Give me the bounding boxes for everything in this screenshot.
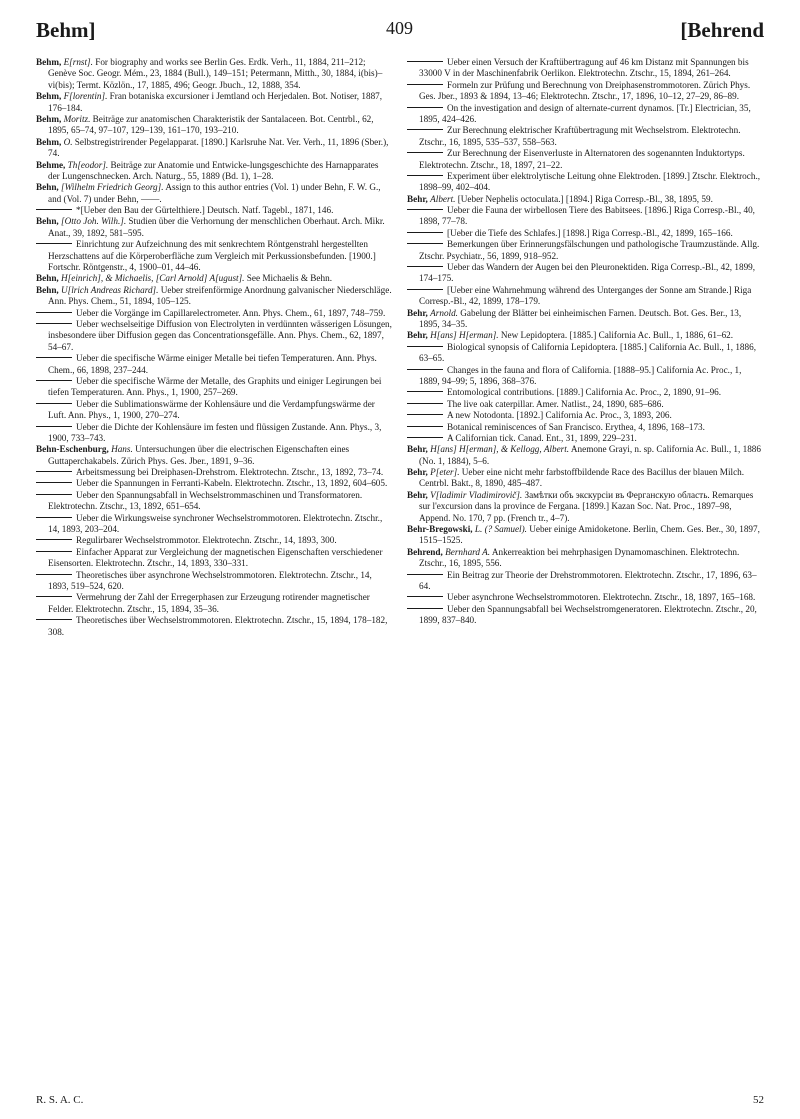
entry-text: Arbeitsmessung bei Dreiphasen-Drehstrom. Elektrotechn. Ztschr., 13, 1892, 73–74. (76, 467, 384, 478)
entry-text: [Ueber die Tiefe des Schlafes.] [1898.] Riga Corresp.-Bl., 42, 1899, 165–166. (447, 227, 733, 238)
entry-text: Zur Berechnung der Eisenverluste in Alternatoren des sogenannten Induktortyps. Elektrotechn. Ztschr., 18, 1897, 21–22. (419, 148, 745, 170)
entry-text: *[Ueber den Bau der Gürtelthiere.] Deutsch. Natf. Tagebl., 1871, 146. (76, 205, 334, 216)
bibliography-entry (407, 285, 763, 308)
bibliography-entry (407, 547, 763, 570)
entry-text: Ueber die Spannungen in Ferranti-Kabeln. Elektrotechn. Ztschr., 13, 1892, 604–605. (76, 478, 388, 489)
entry-text: Theoretisches über Wechselstrommotoren. Elektrotechn. Ztschr., 15, 1894, 178–182, 308. (48, 615, 388, 637)
ditto-dash (407, 266, 443, 267)
bibliography-entry (36, 205, 392, 216)
entry-text: [Ueber Nephelis octoculata.] [1894.] Riga Corresp.-Bl., 38, 1895, 59. (457, 193, 713, 204)
ditto-dash (407, 61, 443, 62)
ditto-dash (36, 323, 72, 324)
bibliography-entry (407, 399, 763, 410)
ditto-dash (407, 209, 443, 210)
ditto-dash (36, 403, 72, 404)
ditto-dash (36, 426, 72, 427)
ditto-dash (407, 574, 443, 575)
author-given-name: Moritz. (63, 113, 91, 124)
entry-text: See Michaelis & Behn. (246, 273, 332, 284)
ditto-dash (407, 437, 443, 438)
bibliography-entry (36, 570, 392, 593)
entry-text: Zur Berechnung elektrischer Kraftübertragung mit Wechselstrom. Elektrotechn. Ztschr., 16, 1895, 535–537, 558–563. (419, 125, 741, 147)
author-given-name: H[einrich], & Michaelis, [Carl Arnold] A[ugust]. (61, 273, 245, 284)
author-given-name: H[ans] H[erman], & Kellogg, Albert. (430, 444, 570, 455)
entry-text: Ueber die Dichte der Kohlensäure im festen und flüssigen Zustande. Ann. Phys., 3, 1900, 733–743. (48, 421, 382, 443)
author-given-name: L. (? Samuel). (474, 524, 527, 535)
bibliography-entry (407, 490, 763, 524)
bibliography-entry (407, 171, 763, 194)
entry-text: Ankerreaktion bei mehrphasigen Dynamomaschinen. Elektrotechn. Ztschr., 16, 1895, 556. (419, 546, 740, 569)
author-given-name: [Otto Joh. Wilh.]. (61, 216, 127, 227)
entry-text: Ein Beitrag zur Theorie der Drehstrommotoren. Elektrotechn. Ztschr., 17, 1896, 63–64. (419, 569, 757, 591)
entry-text: Ueber eine nicht mehr farbstoffbildende Race des Bacillus der blauen Milch. Centrbl. Bakt., 8, 1890, 485–487. (419, 467, 745, 489)
author-surname: Behr-Bregowski, (407, 524, 473, 535)
header-left: Behm] (36, 18, 96, 42)
bibliography-entry (36, 137, 392, 160)
author-surname: Behr, (407, 489, 428, 500)
entry-text: Selbstregistrirender Pegelapparat. [1890.] Karlsruhe Nat. Ver. Verh., 11, 1896 (Sber.), 74. (48, 136, 389, 159)
entry-text: Vermehrung der Zahl der Erregerphasen zur Erzeugung rotirender magnetischer Felder. Elektrotechn. Ztschr., 15, 1894, 35–36. (48, 592, 370, 614)
bibliography-entry (407, 592, 763, 603)
author-surname: Behr, (407, 467, 428, 478)
bibliography-entry (407, 262, 763, 285)
bibliography-entry (407, 433, 763, 444)
author-given-name: Th[eodor]. (67, 159, 109, 170)
bibliography-entry (36, 478, 392, 489)
ditto-dash (407, 426, 443, 427)
bibliography-entry (36, 91, 392, 114)
bibliography-entry (36, 547, 392, 570)
bibliography-entry (407, 228, 763, 239)
bibliography-entry (36, 467, 392, 478)
bibliography-entry (36, 422, 392, 445)
entry-text: Anemone Grayi, n. sp. California Ac. Bull., 1, 1886 (No. 1, 1884), 5–6. (419, 444, 761, 466)
ditto-dash (407, 596, 443, 597)
bibliography-entry (407, 444, 763, 467)
entry-text: Regulirbarer Wechselstrommotor. Elektrotechn. Ztschr., 14, 1893, 300. (76, 535, 337, 546)
entry-text: Ueber die Fauna der wirbellosen Tiere des Babitsees. [1896.] Riga Corresp.-Bl., 40, 1898, 77–78. (419, 205, 755, 227)
bibliography-entry (407, 80, 763, 103)
ditto-dash (407, 107, 443, 108)
page-number: 409 (386, 18, 413, 38)
entry-text: Ueber streifenförmige Anordnung galvanischer Niederschläge. Ann. Phys. Chem., 51, 1894, 105–125. (48, 284, 392, 307)
bibliography-entry (36, 319, 392, 353)
ditto-dash (407, 346, 443, 347)
ditto-dash (407, 289, 443, 290)
ditto-dash (36, 482, 72, 483)
author-given-name: P[eter]. (430, 467, 460, 478)
author-surname: Behn-Eschenburg, (36, 444, 109, 455)
bibliography-entry (407, 342, 763, 365)
entry-text: Experiment über elektrolytische Leitung ohne Elektroden. [1899.] Ztschr. Elektroch., 1898–99, 402–404. (419, 170, 761, 193)
bibliography-entry (36, 308, 392, 319)
bibliography-entry (36, 57, 392, 91)
ditto-dash (36, 312, 72, 313)
bibliography-entry (36, 216, 392, 239)
header-right: [Behrend (680, 18, 764, 42)
bibliography-entry (407, 194, 763, 205)
entry-text: For biography and works see Berlin Ges. Erdk. Verh., 11, 1884, 211–212; Genève Soc. Geogr. Mém., 23, 1884 (Bull.), 149–151; Petermann, Mitth., 30, 1884, i(bis)–vi(bis); Termt. Közlön., 17, 1885, 496; Geogr. Jbuch., 12, 1888, 354. (48, 57, 383, 90)
ditto-dash (36, 551, 72, 552)
ditto-dash (407, 232, 443, 233)
entry-text: Assign to this author entries (Vol. 1) under Behn, F. W. G., and (Vol. 7) under Behn, ——. (48, 182, 381, 204)
author-surname: Behr, (407, 193, 428, 204)
ditto-dash (36, 471, 72, 472)
ditto-dash (407, 369, 443, 370)
entry-text: Botanical reminiscences of San Francisco. Erythea, 4, 1896, 168–173. (447, 421, 705, 432)
author-surname: Behm, (36, 136, 62, 147)
entry-text: Beiträge zur anatomischen Charakteristik der Santalaceen. Bot. Centrbl., 62, 1895, 65–74, 97–107, 129–139, 161–170, 193–210. (48, 113, 374, 136)
author-surname: Behm, (36, 91, 62, 102)
ditto-dash (407, 175, 443, 176)
bibliography-entry (36, 615, 392, 638)
entry-text: Ueber einige Amidoketone. Berlin, Chem. Ges. Ber., 30, 1897, 1515–1525. (419, 524, 760, 546)
bibliography-entry (407, 604, 763, 627)
author-surname: Behn, (36, 284, 59, 295)
bibliography-entry (407, 205, 763, 228)
bibliography-entry (36, 592, 392, 615)
bibliography-entry (36, 490, 392, 513)
footer-signature: R. S. A. C. (36, 1094, 84, 1106)
bibliography-entry (36, 513, 392, 536)
ditto-dash (36, 517, 72, 518)
entry-text: Entomological contributions. [1889.] California Ac. Proc., 2, 1890, 91–96. (447, 387, 722, 398)
ditto-dash (36, 574, 72, 575)
author-surname: Behm, (36, 113, 62, 124)
ditto-dash (36, 494, 72, 495)
bibliography-entry (407, 387, 763, 398)
ditto-dash (36, 357, 72, 358)
ditto-dash (36, 619, 72, 620)
entry-text: Ueber asynchrone Wechselstrommotoren. Elektrotechn. Ztschr., 18, 1897, 165–168. (447, 592, 756, 603)
entry-text: New Lepidoptera. [1885.] California Ac. Bull., 1, 1886, 61–62. (500, 330, 734, 341)
entry-text: Ueber die Sublimationswärme der Kohlensäure und die Verdampfungswärme der Luft. Ann. Phys., 1, 1900, 270–274. (48, 398, 375, 421)
entry-text: Ueber einen Versuch der Kraftübertragung auf 46 km Distanz mit Spannungen bis 33000 V in der Maschinenfabrik Oerlikon. Elektrotechn. Ztschr., 15, 1894, 261–264. (419, 57, 749, 79)
entry-text: Einrichtung zur Aufzeichnung des mit senkrechtem Röntgenstrahl hergestellten Herzschattens auf die Körperoberfläche zum Vergleich mit Perkussionsbefunden. [1900.] Fortschr. Röntgenstr., 4, 1900–01, 44–46. (48, 239, 376, 273)
bibliography-entry (36, 182, 392, 205)
author-given-name: O. (63, 136, 73, 147)
bibliography-entry (36, 160, 392, 183)
entry-text: The live oak caterpillar. Amer. Natlist., 24, 1890, 685–686. (447, 398, 664, 409)
ditto-dash (407, 403, 443, 404)
entry-text: Gabelung der Blätter bei einheimischen Farnen. Deutsch. Bot. Ges. Ber., 13, 1895, 34–35. (419, 307, 742, 329)
author-surname: Behme, (36, 159, 66, 170)
bibliography-entry (407, 148, 763, 171)
author-given-name: Albert. (430, 193, 456, 204)
author-given-name: H[ans] H[erman]. (430, 330, 499, 341)
entry-text: Untersuchungen über die electrischen Eigenschaften eines Guttaperchakabels. Zürich Phys. Ges. Jber., 1891, 9–36. (48, 444, 350, 466)
entry-text: Bemerkungen über Erinnerungsfälschungen und pathologische Traumzustände. Allg. Ztschr. Psychiatr., 56, 1899, 918–952. (419, 239, 760, 261)
ditto-dash (36, 539, 72, 540)
bibliography-entry (407, 422, 763, 433)
author-given-name: F[lorentin]. (63, 91, 108, 102)
author-given-name: [Wilhelm Friedrich Georg]. (61, 182, 164, 193)
bibliography-entry (407, 308, 763, 331)
bibliography-entry (407, 570, 763, 593)
bibliography-entry (36, 239, 392, 273)
author-surname: Behr, (407, 330, 428, 341)
ditto-dash (36, 380, 72, 381)
author-surname: Behn, (36, 273, 59, 284)
ditto-dash (407, 152, 443, 153)
author-given-name: E[rnst]. (63, 57, 93, 67)
author-given-name: U[lrich Andreas Richard]. (61, 284, 159, 295)
author-surname: Behm, (36, 57, 62, 67)
bibliography-entry (36, 114, 392, 137)
ditto-dash (407, 414, 443, 415)
running-header (0, 18, 800, 48)
ditto-dash (407, 608, 443, 609)
author-given-name: Arnold. (430, 307, 458, 318)
entry-text: Studien über die Verhornung der menschlichen Oberhaut. Arch. Mikr. Anat., 39, 1892, 581–595. (48, 216, 385, 238)
bibliography-entry (36, 376, 392, 399)
author-surname: Behr, (407, 307, 428, 318)
bibliography-entry (407, 239, 763, 262)
entry-text: Ueber die specifische Wärme einiger Metalle bei tiefen Temperaturen. Ann. Phys. Chem., 66, 1898, 237–244. (48, 353, 377, 375)
entry-text: Changes in the fauna and flora of California. [1888–95.] California Ac. Proc., 1, 1889, 94–99; 5, 1896, 368–376. (419, 364, 742, 386)
bibliography-entry (407, 410, 763, 421)
ditto-dash (407, 129, 443, 130)
entry-text: Biological synopsis of California Lepidoptera. [1885.] California Ac. Bull., 1, 1886, 63–65. (419, 341, 757, 364)
entry-text: Ueber den Spannungsabfall bei Wechselstromgeneratoren. Elektrotechn. Ztschr., 20, 1899, 837–840. (419, 603, 757, 626)
bibliography-entry (36, 285, 392, 308)
entry-text: Formeln zur Prüfung und Berechnung von Dreiphasenstrommotoren. Zürich Phys. Ges. Jber., 1893 & 1894, 13–46; Elektrotechn. Ztschr., 17, 1896, 10–12, 27–29, 86–89. (419, 79, 751, 102)
bibliography-entry (407, 467, 763, 490)
entry-text: Beiträge zur Anatomie und Entwicke-lungsgeschichte des Harnapparates der Lungenschnecken. Arch. Naturg., 55, 1889 (Bd. 1), 1–28. (48, 159, 379, 181)
author-surname: Behr, (407, 444, 428, 455)
author-given-name: V[ladimir Vladimirovič]. (430, 489, 523, 500)
entry-text: Theoretisches über asynchrone Wechselstrommotoren. Elektrotechn. Ztschr., 14, 1893, 519–524, 620. (48, 569, 372, 591)
entry-text: Ueber wechselseitige Diffusion von Electrolyten in verdünnten wässerigen Lösungen, insbesondere über Diffusion gegen das Concentrationsgefälle. Ann. Phys. Chem., 62, 1897, 54–67. (48, 318, 392, 352)
author-given-name: Bernhard A. (445, 546, 491, 557)
bibliography-entry (407, 125, 763, 148)
footer-sheet-number: 52 (753, 1094, 764, 1106)
author-surname: Behn, (36, 182, 59, 193)
bibliography-entry (36, 399, 392, 422)
entry-text: Ueber das Wandern der Augen bei den Pleuronektiden. Riga Corresp.-Bl., 42, 1899, 174–175. (419, 262, 756, 284)
bibliography-entry (36, 353, 392, 376)
entry-text: Fran botaniska excursioner i Jemtland och Herjedalen. Bot. Notiser, 1887, 176–184. (48, 91, 383, 113)
bibliography-entry (36, 444, 392, 467)
entry-text: On the investigation and design of alternate-current dynamos. [Tr.] Electrician, 35, 1895, 424–426. (419, 102, 751, 124)
ditto-dash (407, 391, 443, 392)
bibliography-entry (36, 535, 392, 546)
entry-text: Ueber die Wirkungsweise synchroner Wechselstrommotoren. Elektrotechn. Ztschr., 14, 1893, 203–204. (48, 512, 383, 535)
ditto-dash (36, 209, 72, 210)
bibliography-entry (407, 330, 763, 341)
author-given-name: Hans. (111, 444, 133, 455)
bibliography-entry (36, 273, 392, 284)
bibliography-entry (407, 103, 763, 126)
left-column (36, 57, 392, 638)
entry-text: A new Notodonta. [1892.] California Ac. Proc., 3, 1893, 206. (447, 410, 672, 421)
author-surname: Behrend, (407, 546, 443, 557)
entry-text: Ueber den Spannungsabfall in Wechselstrommaschinen und Transformatoren. Elektrotechn. Ztschr., 13, 1892, 651–654. (48, 489, 363, 512)
entry-text: A Californian tick. Canad. Ent., 31, 1899, 229–231. (447, 432, 637, 443)
entry-text: Замѣтки объ экскурсіи въ Ферганскую область. Remarques sur l'excursion dans la province de Fergana. [1899.] Kazan Soc. Nat. Proc., 1897–98, Append. No. 170, 7 pp. (French tr., 4–7). (419, 489, 754, 523)
entry-text: [Ueber eine Wahrnehmung während des Unterganges der Sonne am Strande.] Riga Corresp.-Bl., 42, 1899, 178–179. (419, 284, 752, 307)
bibliography-entry (407, 365, 763, 388)
entry-text: Ueber die Vorgänge im Capillarelectrometer. Ann. Phys. Chem., 61, 1897, 748–759. (76, 307, 386, 318)
ditto-dash (407, 84, 443, 85)
right-column (407, 57, 763, 627)
entry-text: Ueber die specifische Wärme der Metalle, des Graphits und einiger Legirungen bei tiefen Temperaturen. Ann. Phys., 1, 1900, 257–269. (48, 375, 382, 398)
ditto-dash (36, 596, 72, 597)
entry-text: Einfacher Apparat zur Vergleichung der magnetischen Eigenschaften verschiedener Eisensorten. Elektrotechn. Ztschr., 14, 1893, 330–331. (48, 546, 383, 569)
ditto-dash (36, 243, 72, 244)
bibliography-entry (407, 57, 763, 80)
author-surname: Behn, (36, 216, 59, 227)
bibliography-entry (407, 524, 763, 547)
ditto-dash (407, 243, 443, 244)
